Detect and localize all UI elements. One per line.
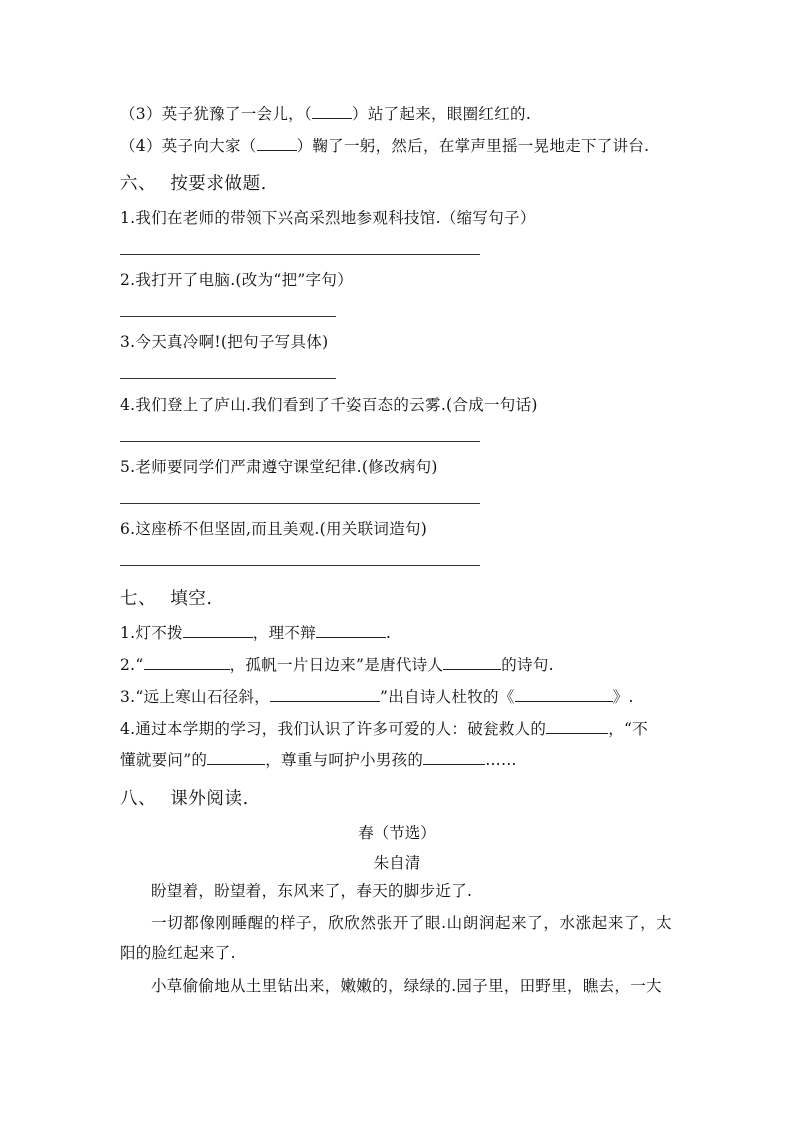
- s5-q4-blank[interactable]: [257, 135, 297, 152]
- s7-q1-part-b: ，理不辩: [252, 624, 316, 642]
- s7-q1-blank-2[interactable]: [316, 622, 386, 639]
- s6-answer-line-6[interactable]: [120, 565, 480, 566]
- s7-q4-part-c: 懂就要问”的: [120, 751, 208, 769]
- s7-question-4-line-2: [120, 748, 517, 770]
- s7-q3-part-c: 》.: [612, 688, 634, 706]
- s7-q3-part-b: ”出自诗人杜牧的《: [380, 688, 515, 706]
- s7-q1-part-c: .: [386, 624, 392, 642]
- s6-item-2: 2.我打开了电脑.(改为“把”字句）: [120, 271, 354, 289]
- s6-item-1: 1.我们在老师的带领下兴高采烈地参观科技馆.（缩写句子）: [120, 209, 536, 227]
- s5-q3-part-b: ）站了起来，眼圈红红的.: [352, 105, 532, 123]
- s7-question-2: [120, 653, 554, 675]
- s7-q4-part-b: ，“不: [608, 720, 649, 738]
- section-7-heading: [120, 585, 213, 610]
- s5-q3-blank[interactable]: [312, 103, 352, 120]
- s7-q3-blank-1[interactable]: [270, 686, 380, 703]
- reading-paragraph-3: 小草偷偷地从土里钻出来，嫩嫩的，绿绿的.园子里，田野里，瞧去，一大: [151, 977, 662, 995]
- s5-q3-part-a: （3）英子犹豫了一会儿，（: [120, 105, 313, 123]
- s7-question-4-line-1: [120, 717, 648, 739]
- section-6-number: 六、: [120, 174, 157, 194]
- section-6-heading: [120, 170, 267, 195]
- section-8-number: 八、: [120, 789, 157, 809]
- s6-item-4: 4.我们登上了庐山.我们看到了千姿百态的云雾.(合成一句话): [120, 396, 538, 414]
- section-6-title: 按要求做题.: [170, 174, 267, 194]
- s7-q2-blank-2[interactable]: [443, 654, 501, 671]
- s7-q4-part-d: ，尊重与呵护小男孩的: [265, 751, 424, 769]
- s7-question-3: [120, 685, 634, 707]
- reading-paragraph-1: 盼望着，盼望着，东风来了，春天的脚步近了.: [151, 882, 473, 900]
- s7-q4-blank-1[interactable]: [546, 718, 608, 735]
- s6-answer-line-1[interactable]: [120, 254, 480, 255]
- s6-answer-line-4[interactable]: [120, 441, 480, 442]
- s7-q2-part-a: 2.“: [120, 656, 144, 674]
- s5-question-3: [120, 102, 531, 124]
- s6-item-5: 5.老师要同学们严肃遵守课堂纪律.(修改病句): [120, 458, 438, 476]
- reading-title: 春（节选）: [358, 824, 436, 842]
- s7-q4-blank-2[interactable]: [207, 749, 265, 766]
- s5-q4-part-a: （4）英子向大家（: [120, 137, 257, 155]
- section-7-title: 填空.: [170, 589, 213, 609]
- s7-q2-part-c: 的诗句.: [501, 656, 554, 674]
- s5-q4-part-b: ）鞠了一躬，然后，在掌声里摇一晃地走下了讲台.: [296, 137, 650, 155]
- s7-q4-part-e: ……: [485, 751, 517, 769]
- s7-q4-part-a: 4.通过本学期的学习，我们认识了许多可爱的人：破瓮救人的: [120, 720, 547, 738]
- s7-q4-blank-3[interactable]: [423, 749, 485, 766]
- section-7-number: 七、: [120, 589, 157, 609]
- s6-answer-line-2[interactable]: [120, 316, 336, 317]
- s7-q1-part-a: 1.灯不拨: [120, 624, 183, 642]
- s7-q1-blank-1[interactable]: [183, 622, 253, 639]
- s5-question-4: [120, 134, 649, 156]
- section-8-title: 课外阅读.: [170, 789, 249, 809]
- s7-q2-blank-1[interactable]: [144, 654, 230, 671]
- s7-q3-blank-2[interactable]: [515, 686, 613, 703]
- s6-item-3: 3.今天真冷啊!(把句子写具体): [120, 333, 329, 351]
- s6-item-6: 6.这座桥不但坚固,而且美观.(用关联词造句): [120, 520, 428, 538]
- section-8-heading: [120, 785, 249, 810]
- s6-answer-line-3[interactable]: [120, 378, 336, 379]
- s7-q2-part-b: ，孤帆一片日边来”是唐代诗人: [229, 656, 444, 674]
- s6-answer-line-5[interactable]: [120, 503, 480, 504]
- s7-q3-part-a: 3.“远上寒山石径斜，: [120, 688, 271, 706]
- reading-paragraph-2: 一切都像刚睡醒的样子，欣欣然张开了眼.山朗润起来了，水涨起来了，太阳的脸红起来了.: [120, 914, 672, 962]
- reading-author: 朱自清: [373, 854, 421, 872]
- s7-question-1: [120, 621, 391, 643]
